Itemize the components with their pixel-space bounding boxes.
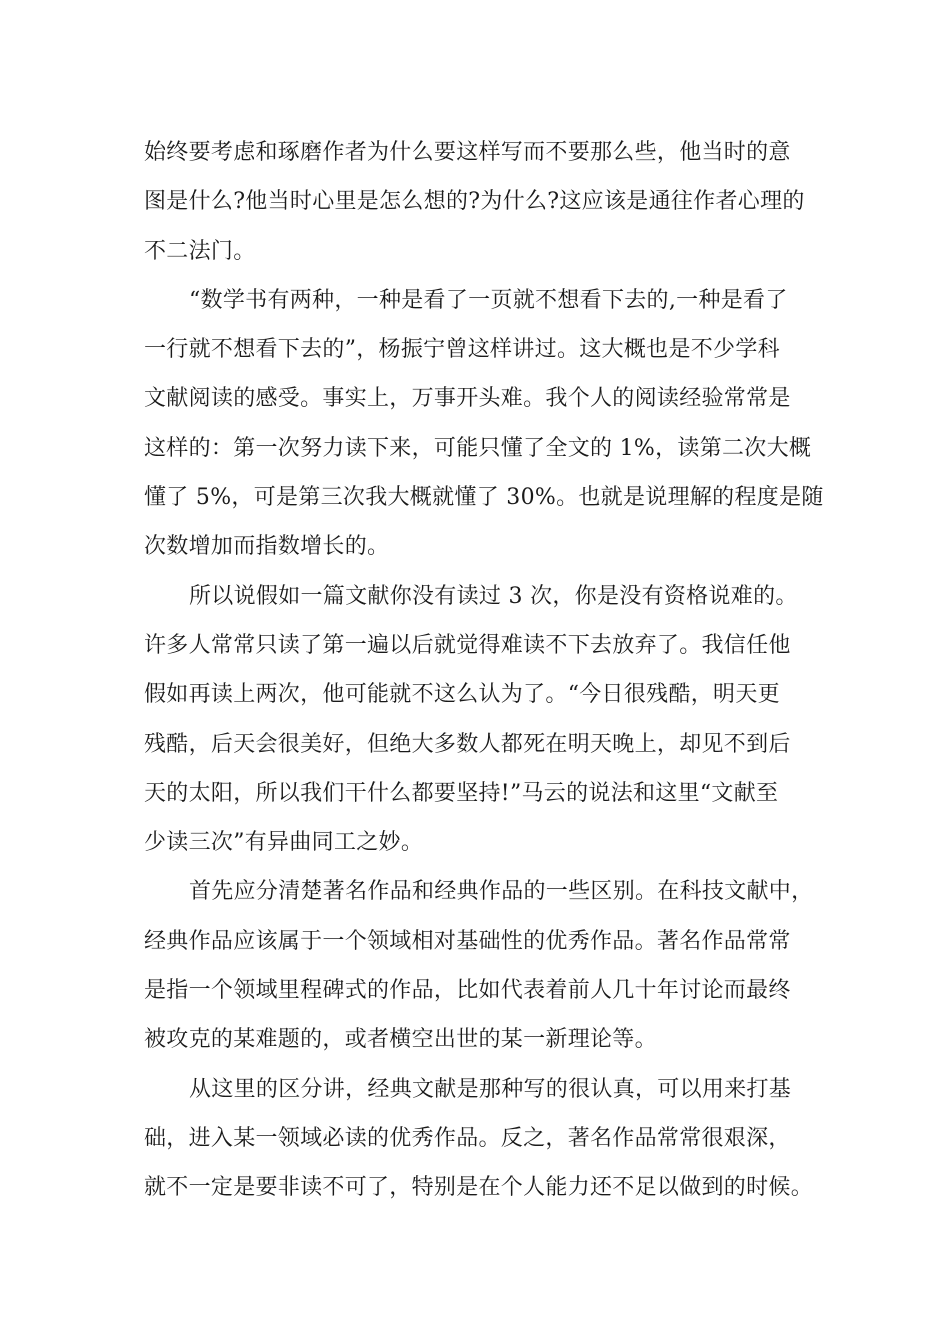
paragraph-3	[144, 572, 812, 868]
text-line: 首先应分清楚著名作品和经典作品的一些区别。在科技文献中，	[189, 879, 814, 905]
text-line: 这样的：第一次努力读下来，可能只懂了全文的 1%，读第二次大概	[144, 435, 812, 461]
text-line: 础，进入某一领域必读的优秀作品。反之，著名作品常常很艰深，	[144, 1125, 791, 1151]
paragraph-4	[144, 867, 812, 1064]
text-line: 少读三次”有异曲同工之妙。	[144, 830, 424, 856]
text-line: 懂了 5%，可是第三次我大概就懂了 30%。也就是说理解的程度是随	[144, 485, 824, 511]
paragraph-1	[144, 128, 812, 276]
text-line: 被攻克的某难题的，或者横空出世的某一新理论等。	[144, 1027, 657, 1053]
text-line: 从这里的区分讲，经典文献是那种写的很认真，可以用来打基	[189, 1076, 792, 1102]
paragraph-2	[144, 276, 824, 572]
text-line: “数学书有两种，一种是看了一页就不想看下去的,一种是看了	[189, 287, 788, 313]
text-line: 不二法门。	[144, 238, 256, 264]
text-line: 始终要考虑和琢磨作者为什么要这样写而不要那么些，他当时的意	[144, 140, 791, 165]
text-line: 一行就不想看下去的”，杨振宁曾这样讲过。这大概也是不少学科	[144, 337, 780, 363]
text-line: 所以说假如一篇文献你没有读过 3 次，你是没有资格说难的。	[189, 583, 798, 609]
text-line: 许多人常常只读了第一遍以后就觉得难读不下去放弃了。我信任他	[144, 632, 791, 658]
text-line: 是指一个领域里程碑式的作品，比如代表着前人几十年讨论而最终	[144, 978, 791, 1004]
text-line: 文献阅读的感受。事实上，万事开头难。我个人的阅读经验常常是	[144, 386, 791, 412]
text-line: 残酷，后天会很美好，但绝大多数人都死在明天晚上，却见不到后	[144, 731, 791, 757]
text-line: 次数增加而指数增长的。	[144, 534, 390, 560]
text-line: 假如再读上两次，他可能就不这么认为了。“今日很残酷，明天更	[144, 682, 780, 708]
text-line: 天的太阳，所以我们干什么都要坚持!”马云的说法和这里“文献至	[144, 780, 779, 806]
text-line: 就不一定是要非读不可了，特别是在个人能力还不足以做到的时候。	[144, 1175, 814, 1201]
text-line: 图是什么?他当时心里是怎么想的?为什么?这应该是通往作者心理的	[144, 189, 805, 215]
paragraph-5	[144, 1065, 812, 1213]
text-line: 经典作品应该属于一个领域相对基础性的优秀作品。著名作品常常	[144, 928, 791, 954]
document-body	[144, 128, 824, 1213]
